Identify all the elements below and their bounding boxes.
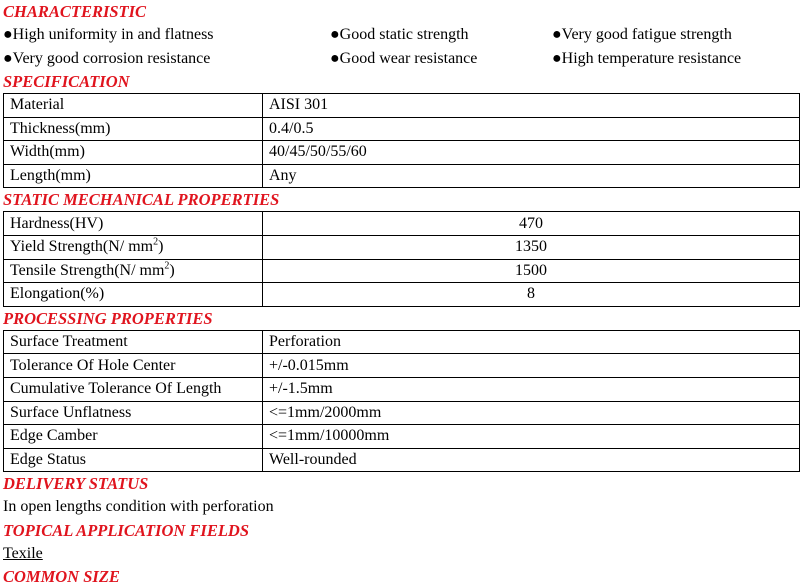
processing-heading: PROCESSING PROPERTIES bbox=[3, 308, 213, 328]
processing-label: Edge Camber bbox=[4, 425, 263, 449]
delivery-heading: DELIVERY STATUS bbox=[3, 474, 149, 494]
spec-label: Width(mm) bbox=[4, 141, 263, 165]
processing-value: Well-rounded bbox=[263, 448, 800, 472]
delivery-text: In open lengths condition with perforation bbox=[3, 498, 274, 516]
application-field-link[interactable]: Texile bbox=[3, 544, 43, 562]
processing-label: Surface Treatment bbox=[4, 330, 263, 354]
datasheet bbox=[3, 0, 800, 588]
processing-label: Edge Status bbox=[4, 448, 263, 472]
spec-label: Material bbox=[4, 94, 263, 118]
table-row bbox=[4, 377, 800, 401]
property-label-text: Yield Strength(N/ mm bbox=[10, 238, 154, 256]
static-mechanical-table bbox=[3, 211, 800, 306]
spec-value: Any bbox=[263, 164, 800, 188]
property-label: Hardness(HV) bbox=[4, 212, 263, 236]
table-row bbox=[4, 141, 800, 165]
common-size-heading: COMMON SIZE bbox=[3, 567, 120, 587]
processing-label: Tolerance Of Hole Center bbox=[4, 354, 263, 378]
characteristic-item: ●Very good fatigue strength bbox=[552, 26, 732, 43]
applications-text bbox=[3, 542, 800, 566]
characteristic-item: ●Good wear resistance bbox=[330, 49, 478, 67]
table-row bbox=[4, 283, 800, 307]
spec-value: 40/45/50/55/60 bbox=[263, 141, 800, 165]
property-label bbox=[4, 259, 263, 283]
static-mechanical-heading: STATIC MECHANICAL PROPERTIES bbox=[3, 190, 280, 210]
property-label: Elongation(%) bbox=[4, 283, 263, 307]
spec-value: 0.4/0.5 bbox=[263, 117, 800, 141]
characteristic-item: ●High temperature resistance bbox=[552, 49, 742, 67]
spec-label: Length(mm) bbox=[4, 164, 263, 188]
table-row bbox=[4, 164, 800, 188]
characteristic-item: ●High uniformity in and flatness bbox=[3, 26, 214, 43]
property-value: 470 bbox=[263, 212, 800, 236]
applications-heading: TOPICAL APPLICATION FIELDS bbox=[3, 520, 250, 540]
processing-table bbox=[3, 330, 800, 473]
property-value: 1350 bbox=[263, 235, 800, 259]
characteristic-item: ●Very good corrosion resistance bbox=[3, 49, 211, 67]
property-label-suffix: ) bbox=[158, 238, 164, 256]
property-label-text: Tensile Strength(N/ mm bbox=[10, 261, 165, 279]
table-row bbox=[4, 448, 800, 472]
table-row bbox=[4, 212, 800, 236]
characteristic-row bbox=[3, 23, 800, 47]
spec-value: AISI 301 bbox=[263, 94, 800, 118]
table-row bbox=[4, 330, 800, 354]
superscript: 2 bbox=[164, 260, 170, 272]
table-row bbox=[4, 117, 800, 141]
processing-label: Cumulative Tolerance Of Length bbox=[4, 377, 263, 401]
processing-label: Surface Unflatness bbox=[4, 401, 263, 425]
table-row bbox=[4, 94, 800, 118]
table-row bbox=[4, 259, 800, 283]
table-row bbox=[4, 401, 800, 425]
table-row bbox=[4, 235, 800, 259]
specification-table bbox=[3, 93, 800, 188]
processing-value: +/-0.015mm bbox=[263, 354, 800, 378]
property-value: 1500 bbox=[263, 259, 800, 283]
table-row bbox=[4, 425, 800, 449]
processing-value: Perforation bbox=[263, 330, 800, 354]
characteristic-heading: CHARACTERISTIC bbox=[3, 2, 147, 21]
property-label-suffix: ) bbox=[169, 261, 175, 279]
spec-label: Thickness(mm) bbox=[4, 117, 263, 141]
processing-value: <=1mm/10000mm bbox=[263, 425, 800, 449]
superscript: 2 bbox=[153, 236, 159, 248]
processing-value: +/-1.5mm bbox=[263, 377, 800, 401]
characteristic-item: ●Good static strength bbox=[330, 26, 469, 43]
characteristic-row bbox=[3, 47, 800, 71]
property-value: 8 bbox=[263, 283, 800, 307]
table-row bbox=[4, 354, 800, 378]
processing-value: <=1mm/2000mm bbox=[263, 401, 800, 425]
specification-heading: SPECIFICATION bbox=[3, 72, 130, 91]
property-label bbox=[4, 235, 263, 259]
